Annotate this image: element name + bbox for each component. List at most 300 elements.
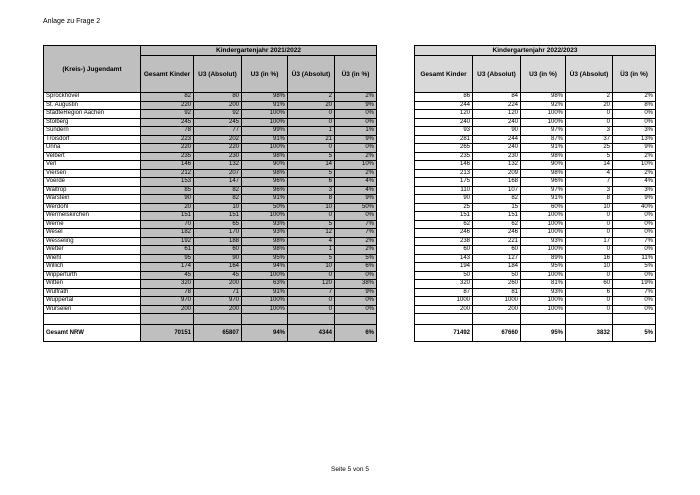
ue3-absolut-cell: 0 [288, 118, 335, 127]
u3-prozent-cell: 91% [242, 135, 288, 144]
ue3-absolut-cell: 5 [288, 152, 335, 161]
jugendamt-name: Witten [44, 280, 141, 289]
ue3-absolut-cell: 0 [288, 271, 335, 280]
gesamt-kinder-cell: 220 [141, 144, 194, 153]
u3-prozent-cell: 100% [521, 118, 566, 127]
gesamt-kinder-cell: 238 [415, 237, 473, 246]
u3-absolut-cell: 132 [194, 161, 242, 170]
u3-absolut-cell: 221 [473, 237, 521, 246]
ue3-prozent-cell: 0% [613, 212, 656, 221]
ue3-prozent-cell: 2% [335, 169, 377, 178]
table-row [44, 127, 377, 136]
u3-prozent-cell: 89% [521, 254, 566, 263]
ue3-absolut-cell: 3 [288, 186, 335, 195]
ue3-absolut-cell: 8 [288, 195, 335, 204]
ue3-absolut-cell: 1 [288, 246, 335, 255]
table-row [44, 263, 377, 272]
ue3-prozent-cell: 9% [335, 195, 377, 204]
table-row [44, 305, 377, 314]
ue3-absolut-cell: 0 [566, 271, 613, 280]
u3-prozent-cell: 100% [521, 110, 566, 119]
gesamt-kinder-cell: 235 [415, 152, 473, 161]
jugendamt-name: Waltrop [44, 186, 141, 195]
u3-absolut-cell: 207 [194, 169, 242, 178]
u3-absolut-cell: 80 [194, 93, 242, 102]
u3-prozent-cell: 95% [521, 263, 566, 272]
jugendamt-name: Wermelskirchen [44, 212, 141, 221]
u3-prozent-cell: 90% [242, 161, 288, 170]
table-row [44, 118, 377, 127]
gesamt-kinder-cell: 151 [141, 212, 194, 221]
ue3-prozent-cell: 9% [335, 288, 377, 297]
ue3-absolut-cell: 0 [288, 297, 335, 306]
u3-prozent-cell: 91% [521, 144, 566, 153]
jugendamt-name: Wesseling [44, 237, 141, 246]
u3-absolut-cell: 188 [194, 237, 242, 246]
ue3-absolut-cell: 17 [566, 237, 613, 246]
gesamt-kinder-cell: 235 [141, 152, 194, 161]
ue3-prozent-cell: 0% [613, 297, 656, 306]
gesamt-kinder-cell: 244 [415, 101, 473, 110]
ue3-absolut-cell: 20 [288, 101, 335, 110]
u3-absolut-cell: 220 [194, 144, 242, 153]
col-header-ue3-absolut: Ü3 (Absolut) [566, 56, 613, 93]
ue3-prozent-cell: 0% [335, 212, 377, 221]
ue3-prozent-cell: 50% [335, 203, 377, 212]
ue3-prozent-cell: 8% [613, 101, 656, 110]
u3-prozent-cell: 60% [521, 203, 566, 212]
ue3-absolut-cell: 1 [288, 127, 335, 136]
jugendamt-name: Sundern [44, 127, 141, 136]
ue3-prozent-cell: 0% [613, 229, 656, 238]
u3-prozent-cell: 100% [242, 144, 288, 153]
u3-absolut-cell: 82 [194, 186, 242, 195]
jugendamt-name: Velbert [44, 152, 141, 161]
ue3-absolut-cell: 5 [566, 152, 613, 161]
u3-prozent-cell: 91% [242, 195, 288, 204]
u3-absolut-cell: 240 [473, 118, 521, 127]
table-row [415, 297, 656, 306]
u3-prozent-cell: 98% [242, 237, 288, 246]
u3-prozent-cell: 98% [521, 93, 566, 102]
table-row [44, 135, 377, 144]
table-row [415, 263, 656, 272]
u3-prozent-cell: 90% [521, 161, 566, 170]
table-row [415, 254, 656, 263]
ue3-prozent-cell: 9% [335, 135, 377, 144]
u3-absolut-cell: 62 [473, 220, 521, 229]
u3-prozent-cell: 96% [242, 178, 288, 187]
gesamt-kinder-cell: 970 [141, 297, 194, 306]
ue3-prozent-cell: 4% [335, 178, 377, 187]
table-row [415, 101, 656, 110]
ue3-prozent-cell: 0% [613, 110, 656, 119]
ue3-prozent-cell: 7% [613, 288, 656, 297]
ue3-absolut-cell: 5 [288, 169, 335, 178]
jugendamt-name: Wülfrath [44, 288, 141, 297]
total-u3-absolut-cell: 67660 [473, 325, 521, 342]
u3-prozent-cell: 95% [242, 254, 288, 263]
total-u3-prozent-cell: 94% [242, 325, 288, 342]
ue3-absolut-cell: 2 [288, 93, 335, 102]
table-row [44, 271, 377, 280]
gesamt-kinder-cell: 93 [415, 127, 473, 136]
gesamt-kinder-cell: 246 [415, 229, 473, 238]
gesamt-kinder-cell: 240 [415, 118, 473, 127]
total-ue3-absolut-cell: 3832 [566, 325, 613, 342]
ue3-prozent-cell: 13% [613, 135, 656, 144]
jugendamt-name: Sprockhövel [44, 93, 141, 102]
table-row [415, 305, 656, 314]
u3-absolut-cell: 120 [473, 110, 521, 119]
table-row [415, 169, 656, 178]
jugendamt-header: (Kreis-) Jugendamt [44, 46, 141, 93]
u3-absolut-cell: 82 [473, 195, 521, 204]
gesamt-kinder-cell: 281 [415, 135, 473, 144]
table-row [415, 203, 656, 212]
u3-prozent-cell: 97% [521, 186, 566, 195]
ue3-prozent-cell: 1% [335, 127, 377, 136]
table-row [415, 246, 656, 255]
gesamt-kinder-cell: 50 [415, 271, 473, 280]
u3-prozent-cell: 100% [242, 297, 288, 306]
ue3-prozent-cell: 2% [613, 93, 656, 102]
col-header-ue3-absolut: Ü3 (Absolut) [288, 56, 335, 93]
u3-absolut-cell: 244 [473, 135, 521, 144]
u3-absolut-cell: 127 [473, 254, 521, 263]
ue3-absolut-cell: 14 [288, 161, 335, 170]
gesamt-kinder-cell: 120 [415, 110, 473, 119]
u3-prozent-cell: 93% [521, 288, 566, 297]
gesamt-kinder-cell: 110 [415, 186, 473, 195]
u3-absolut-cell: 84 [473, 93, 521, 102]
jugendamt-name: Werdohl [44, 203, 141, 212]
gesamt-kinder-cell: 62 [415, 220, 473, 229]
ue3-absolut-cell: 0 [288, 212, 335, 221]
jugendamt-name: Unna [44, 144, 141, 153]
ue3-absolut-cell: 4 [566, 169, 613, 178]
ue3-absolut-cell: 0 [566, 110, 613, 119]
ue3-prozent-cell: 0% [613, 271, 656, 280]
ue3-prozent-cell: 9% [613, 144, 656, 153]
jugendamt-name: Wipperfürth [44, 271, 141, 280]
ue3-prozent-cell: 0% [613, 118, 656, 127]
table-row [44, 237, 377, 246]
ue3-prozent-cell: 2% [335, 237, 377, 246]
u3-absolut-cell: 209 [473, 169, 521, 178]
table-row [415, 229, 656, 238]
table-row [415, 280, 656, 289]
u3-absolut-cell: 202 [194, 135, 242, 144]
gesamt-kinder-cell: 220 [141, 101, 194, 110]
ue3-prozent-cell: 0% [613, 305, 656, 314]
ue3-absolut-cell: 21 [288, 135, 335, 144]
u3-prozent-cell: 93% [242, 220, 288, 229]
ue3-absolut-cell: 16 [566, 254, 613, 263]
page-label: Anlage zu Frage 2 [43, 18, 101, 25]
u3-prozent-cell: 100% [521, 305, 566, 314]
u3-absolut-cell: 92 [194, 110, 242, 119]
ue3-prozent-cell: 7% [335, 220, 377, 229]
ue3-prozent-cell: 7% [613, 237, 656, 246]
ue3-prozent-cell: 9% [335, 101, 377, 110]
ue3-prozent-cell: 0% [335, 110, 377, 119]
col-header-ue3-prozent: Ü3 (in %) [335, 56, 377, 93]
total-ue3-prozent-cell: 5% [613, 325, 656, 342]
u3-absolut-cell: 200 [473, 305, 521, 314]
gesamt-kinder-cell: 153 [141, 178, 194, 187]
table-row [44, 212, 377, 221]
table-row [415, 212, 656, 221]
u3-absolut-cell: 200 [194, 305, 242, 314]
table-row [44, 152, 377, 161]
total-u3-absolut-cell: 65807 [194, 325, 242, 342]
u3-prozent-cell: 100% [242, 212, 288, 221]
table-row [415, 110, 656, 119]
gesamt-kinder-cell: 175 [415, 178, 473, 187]
ue3-absolut-cell: 0 [566, 297, 613, 306]
jugendamt-name: Voerde [44, 178, 141, 187]
table-row [415, 93, 656, 102]
ue3-prozent-cell: 19% [613, 280, 656, 289]
u3-absolut-cell: 224 [473, 101, 521, 110]
gesamt-kinder-cell: 82 [141, 93, 194, 102]
ue3-absolut-cell: 20 [566, 101, 613, 110]
table-row [44, 297, 377, 306]
u3-prozent-cell: 96% [521, 178, 566, 187]
u3-prozent-cell: 81% [521, 280, 566, 289]
ue3-prozent-cell: 2% [613, 152, 656, 161]
ue3-prozent-cell: 3% [613, 186, 656, 195]
ue3-absolut-cell: 4 [288, 237, 335, 246]
ue3-prozent-cell: 0% [335, 144, 377, 153]
total-row [415, 325, 656, 342]
spacer-row [415, 314, 656, 325]
table-2022-2023 [414, 45, 656, 342]
ue3-prozent-cell: 0% [335, 297, 377, 306]
table-row [415, 144, 656, 153]
gesamt-kinder-cell: 78 [141, 127, 194, 136]
gesamt-kinder-cell: 146 [415, 161, 473, 170]
u3-prozent-cell: 98% [242, 246, 288, 255]
ue3-prozent-cell: 2% [335, 93, 377, 102]
gesamt-kinder-cell: 61 [141, 246, 194, 255]
table-row [415, 135, 656, 144]
gesamt-kinder-cell: 151 [415, 212, 473, 221]
table-row [44, 101, 377, 110]
u3-prozent-cell: 87% [521, 135, 566, 144]
gesamt-kinder-cell: 25 [415, 203, 473, 212]
u3-prozent-cell: 100% [521, 246, 566, 255]
ue3-absolut-cell: 0 [288, 305, 335, 314]
ue3-prozent-cell: 2% [613, 169, 656, 178]
page-footer: Seite 5 von 5 [331, 466, 369, 473]
table-row [415, 195, 656, 204]
table-row [415, 161, 656, 170]
ue3-absolut-cell: 0 [566, 118, 613, 127]
u3-absolut-cell: 82 [194, 195, 242, 204]
u3-absolut-cell: 65 [194, 220, 242, 229]
u3-prozent-cell: 91% [242, 101, 288, 110]
gesamt-kinder-cell: 85 [141, 186, 194, 195]
ue3-prozent-cell: 0% [335, 305, 377, 314]
table-row [44, 93, 377, 102]
ue3-prozent-cell: 4% [613, 178, 656, 187]
u3-absolut-cell: 200 [194, 101, 242, 110]
gesamt-kinder-cell: 45 [141, 271, 194, 280]
jugendamt-name: Würselen [44, 305, 141, 314]
u3-prozent-cell: 100% [521, 229, 566, 238]
u3-prozent-cell: 91% [521, 195, 566, 204]
table-row [415, 152, 656, 161]
table-row [44, 178, 377, 187]
u3-absolut-cell: 71 [194, 288, 242, 297]
ue3-prozent-cell: 5% [335, 254, 377, 263]
gesamt-kinder-cell: 245 [141, 118, 194, 127]
jugendamt-name: Wiehl [44, 254, 141, 263]
table-row [415, 271, 656, 280]
ue3-absolut-cell: 7 [288, 288, 335, 297]
ue3-absolut-cell: 8 [566, 195, 613, 204]
table-row [415, 186, 656, 195]
table-row [44, 254, 377, 263]
ue3-absolut-cell: 6 [566, 288, 613, 297]
u3-prozent-cell: 98% [242, 93, 288, 102]
ue3-absolut-cell: 10 [566, 263, 613, 272]
ue3-absolut-cell: 14 [566, 161, 613, 170]
total-u3-prozent-cell: 95% [521, 325, 566, 342]
ue3-prozent-cell: 38% [335, 280, 377, 289]
ue3-prozent-cell: 10% [335, 161, 377, 170]
table-row [44, 280, 377, 289]
gesamt-kinder-cell: 200 [415, 305, 473, 314]
ue3-absolut-cell: 0 [288, 144, 335, 153]
u3-prozent-cell: 100% [242, 118, 288, 127]
ue3-absolut-cell: 25 [566, 144, 613, 153]
u3-prozent-cell: 98% [242, 169, 288, 178]
jugendamt-name: St. Augustin [44, 101, 141, 110]
jugendamt-name: Verl [44, 161, 141, 170]
table-row [44, 288, 377, 297]
u3-prozent-cell: 91% [242, 288, 288, 297]
ue3-absolut-cell: 0 [566, 212, 613, 221]
col-header-gesamt-kinder: Gesamt Kinder [141, 56, 194, 93]
gesamt-kinder-cell: 95 [141, 254, 194, 263]
ue3-absolut-cell: 0 [566, 305, 613, 314]
jugendamt-name: Stolberg [44, 118, 141, 127]
u3-absolut-cell: 45 [194, 271, 242, 280]
gesamt-kinder-cell: 174 [141, 263, 194, 272]
col-header-ue3-prozent: Ü3 (in %) [613, 56, 656, 93]
ue3-prozent-cell: 0% [613, 220, 656, 229]
table-2021-2022 [43, 45, 377, 342]
u3-absolut-cell: 970 [194, 297, 242, 306]
gesamt-kinder-cell: 92 [141, 110, 194, 119]
u3-prozent-cell: 93% [521, 237, 566, 246]
table-row [44, 203, 377, 212]
jugendamt-name: Troisdorf [44, 135, 141, 144]
gesamt-kinder-cell: 90 [415, 195, 473, 204]
jugendamt-name: Werne [44, 220, 141, 229]
ue3-prozent-cell: 11% [613, 254, 656, 263]
ue3-absolut-cell: 5 [288, 254, 335, 263]
col-header-gesamt-kinder: Gesamt Kinder [415, 56, 473, 93]
u3-absolut-cell: 230 [194, 152, 242, 161]
u3-absolut-cell: 240 [473, 144, 521, 153]
u3-absolut-cell: 147 [194, 178, 242, 187]
u3-prozent-cell: 92% [521, 101, 566, 110]
table-row [44, 186, 377, 195]
u3-absolut-cell: 1000 [473, 297, 521, 306]
gesamt-kinder-cell: 200 [141, 305, 194, 314]
gesamt-kinder-cell: 143 [415, 254, 473, 263]
col-header-u3-prozent: U3 (in %) [521, 56, 566, 93]
ue3-absolut-cell: 3 [566, 186, 613, 195]
gesamt-kinder-cell: 320 [141, 280, 194, 289]
table-row [415, 178, 656, 187]
u3-absolut-cell: 15 [473, 203, 521, 212]
ue3-prozent-cell: 0% [613, 246, 656, 255]
u3-absolut-cell: 50 [473, 271, 521, 280]
total-gesamt-kinder-cell: 71492 [415, 325, 473, 342]
u3-prozent-cell: 100% [521, 271, 566, 280]
jugendamt-name: Wetter [44, 246, 141, 255]
ue3-prozent-cell: 7% [335, 229, 377, 238]
total-ue3-absolut-cell: 4344 [288, 325, 335, 342]
ue3-absolut-cell: 10 [288, 203, 335, 212]
ue3-absolut-cell: 7 [566, 178, 613, 187]
ue3-absolut-cell: 10 [288, 263, 335, 272]
u3-absolut-cell: 60 [473, 246, 521, 255]
u3-absolut-cell: 200 [194, 280, 242, 289]
table-row [44, 169, 377, 178]
gesamt-kinder-cell: 86 [415, 93, 473, 102]
col-header-u3-absolut: U3 (Absolut) [473, 56, 521, 93]
ue3-prozent-cell: 40% [613, 203, 656, 212]
u3-absolut-cell: 184 [473, 263, 521, 272]
u3-prozent-cell: 100% [242, 110, 288, 119]
ue3-prozent-cell: 3% [613, 127, 656, 136]
u3-absolut-cell: 230 [473, 152, 521, 161]
ue3-absolut-cell: 0 [566, 220, 613, 229]
table-row [44, 161, 377, 170]
col-header-u3-absolut: U3 (Absolut) [194, 56, 242, 93]
ue3-prozent-cell: 0% [335, 118, 377, 127]
gesamt-kinder-cell: 182 [141, 229, 194, 238]
u3-absolut-cell: 90 [194, 254, 242, 263]
u3-absolut-cell: 151 [194, 212, 242, 221]
u3-prozent-cell: 97% [521, 127, 566, 136]
u3-absolut-cell: 60 [194, 246, 242, 255]
u3-prozent-cell: 100% [242, 305, 288, 314]
u3-prozent-cell: 100% [242, 271, 288, 280]
u3-absolut-cell: 245 [194, 118, 242, 127]
table-row [44, 220, 377, 229]
u3-absolut-cell: 132 [473, 161, 521, 170]
ue3-prozent-cell: 5% [613, 263, 656, 272]
gesamt-kinder-cell: 320 [415, 280, 473, 289]
jugendamt-name: StädteRegion Aachen [44, 110, 141, 119]
u3-prozent-cell: 63% [242, 280, 288, 289]
ue3-prozent-cell: 0% [335, 271, 377, 280]
total-ue3-prozent-cell: 6% [335, 325, 377, 342]
ue3-prozent-cell: 9% [613, 195, 656, 204]
u3-absolut-cell: 246 [473, 229, 521, 238]
gesamt-kinder-cell: 20 [141, 203, 194, 212]
u3-prozent-cell: 98% [242, 152, 288, 161]
u3-prozent-cell: 100% [521, 220, 566, 229]
total-row [44, 325, 377, 342]
